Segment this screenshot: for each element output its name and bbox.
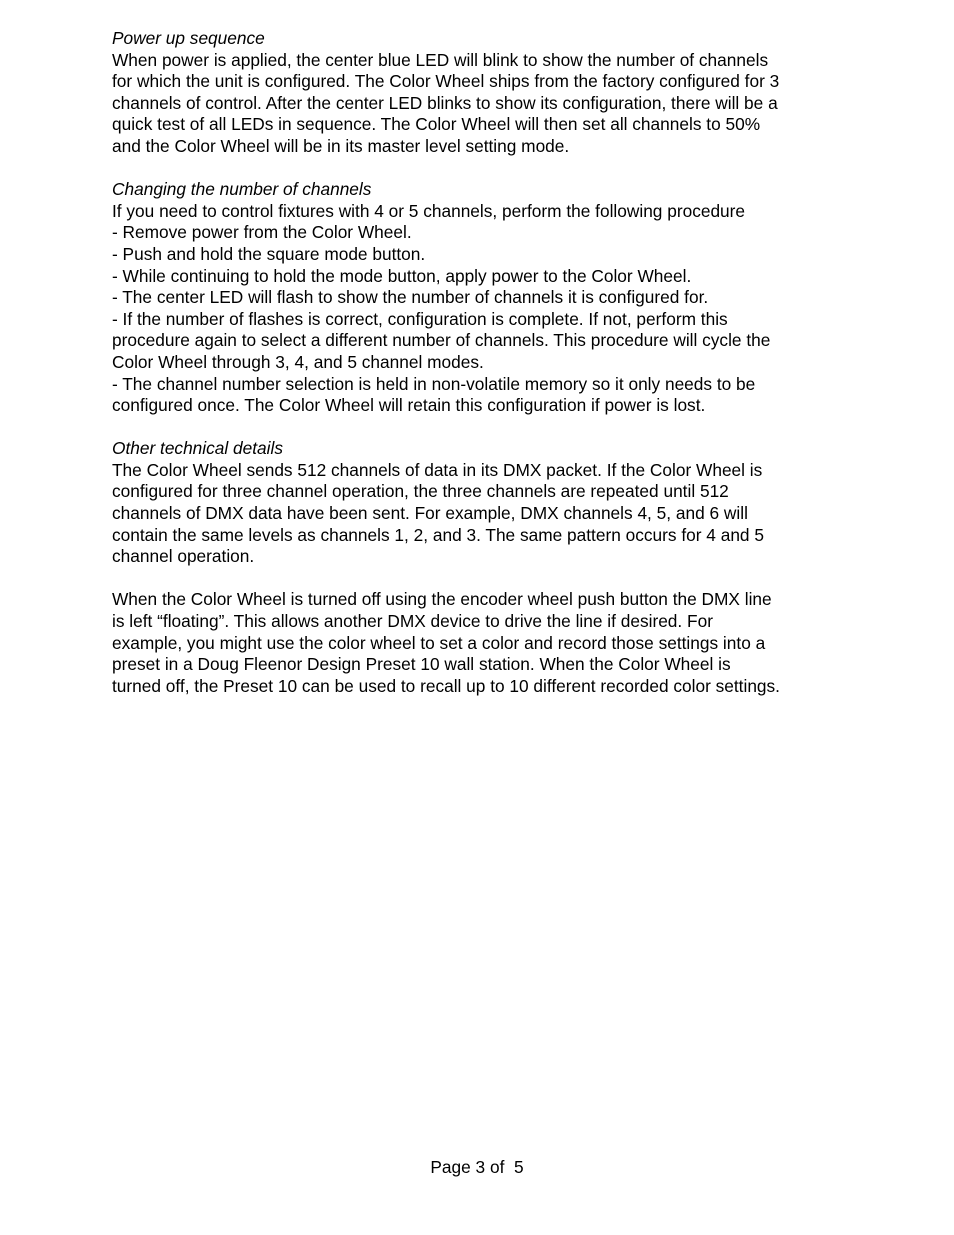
- procedure-step: - While continuing to hold the mode button, apply power to the Color Wheel.: [112, 265, 692, 286]
- paragraph-line: channel operation.: [112, 546, 255, 567]
- paragraph-spacer: [112, 417, 852, 439]
- section-heading: Changing the number of channels: [112, 179, 372, 200]
- section-changing-channels: [112, 179, 852, 417]
- section-power-up: [112, 28, 852, 158]
- section-turned-off: [112, 589, 852, 697]
- paragraph-line: preset in a Doug Fleenor Design Preset 10 wall station. When the Color Wheel is: [112, 654, 731, 675]
- section-heading: Power up sequence: [112, 28, 265, 48]
- section-heading: Other technical details: [112, 438, 283, 459]
- paragraph-line: The Color Wheel sends 512 channels of data in its DMX packet. If the Color Wheel is: [112, 459, 763, 480]
- paragraph-line: When the Color Wheel is turned off using the encoder wheel push button the DMX line: [112, 589, 772, 610]
- paragraph-line: and the Color Wheel will be in its master level setting mode.: [112, 135, 570, 156]
- paragraph-line: channels of DMX data have been sent. For example, DMX channels 4, 5, and 6 will: [112, 503, 748, 524]
- paragraph-line: contain the same levels as channels 1, 2, and 3. The same pattern occurs for 4 and 5: [112, 524, 764, 545]
- procedure-step: - The channel number selection is held in non-volatile memory so it only needs to be: [112, 373, 756, 394]
- procedure-step: - If the number of flashes is correct, configuration is complete. If not, perform this: [112, 308, 728, 329]
- paragraph-line: If you need to control fixtures with 4 or 5 channels, perform the following procedure: [112, 200, 746, 221]
- procedure-step: - Remove power from the Color Wheel.: [112, 222, 412, 243]
- paragraph-line: quick test of all LEDs in sequence. The Color Wheel will then set all channels to 50%: [112, 114, 761, 135]
- procedure-step: - Push and hold the square mode button.: [112, 243, 426, 264]
- paragraph-line: When power is applied, the center blue LED will blink to show the number of channels: [112, 49, 769, 70]
- paragraph-line: example, you might use the color wheel to set a color and record those settings into a: [112, 632, 766, 653]
- paragraph-line: turned off, the Preset 10 can be used to recall up to 10 different recorded color settings.: [112, 675, 780, 696]
- paragraph-line: configured once. The Color Wheel will retain this configuration if power is lost.: [112, 395, 706, 416]
- paragraph-spacer: [112, 568, 852, 590]
- paragraph-line: is left “floating”. This allows another DMX device to drive the line if desired. For: [112, 611, 713, 632]
- paragraph-line: channels of control. After the center LED blinks to show its configuration, there will be a: [112, 92, 778, 113]
- procedure-step: - The center LED will flash to show the number of channels it is configured for.: [112, 287, 709, 308]
- paragraph-line: Color Wheel through 3, 4, and 5 channel modes.: [112, 351, 484, 372]
- paragraph-spacer: [112, 158, 852, 180]
- page-number: Page 3 of 5: [430, 1157, 524, 1177]
- paragraph-line: for which the unit is configured. The Color Wheel ships from the factory configured for 3: [112, 71, 780, 92]
- paragraph-line: procedure again to select a different number of channels. This procedure will cycle the: [112, 330, 771, 351]
- paragraph-line: configured for three channel operation, the three channels are repeated until 512: [112, 481, 729, 502]
- document-body: [112, 28, 852, 697]
- section-technical-details: [112, 438, 852, 568]
